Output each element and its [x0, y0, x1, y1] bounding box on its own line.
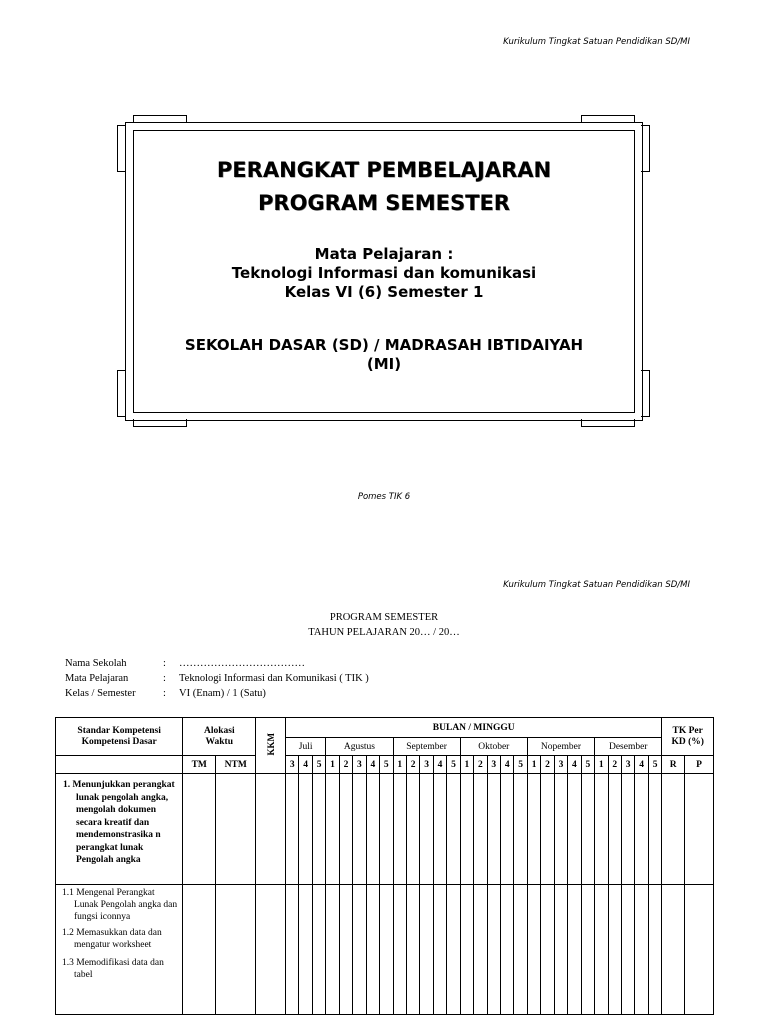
grid-cell [366, 774, 379, 885]
header-r: R [662, 756, 685, 774]
header-kkm [256, 718, 286, 774]
program-title [0, 610, 768, 640]
week-number: 5 [648, 756, 662, 774]
kd-number: 1.3 [62, 958, 74, 968]
header-tk-line-1: TK Per [672, 725, 703, 736]
week-number: 3 [621, 756, 634, 774]
subject-name: Teknologi Informasi dan komunikasi [231, 264, 537, 282]
week-number: 1 [460, 756, 473, 774]
header-alokasi-line-1: Alokasi [203, 725, 235, 736]
grid-cell [662, 774, 685, 885]
corner-ornament [133, 115, 187, 123]
info-row [65, 656, 369, 671]
grid-cell [621, 774, 634, 885]
page-footer: Pomes TIK 6 [357, 492, 411, 502]
week-number: 2 [541, 756, 554, 774]
week-number: 2 [608, 756, 621, 774]
week-number: 5 [312, 756, 325, 774]
grid-cell [393, 885, 406, 1015]
grid-cell [393, 774, 406, 885]
grid-cell [406, 885, 419, 1015]
grid-cell [581, 774, 594, 885]
header-empty-cell [56, 756, 183, 774]
grid-cell [568, 885, 581, 1015]
month-header: Desember [595, 738, 662, 756]
grid-cell [380, 774, 393, 885]
info-row [65, 671, 369, 686]
grid-cell [406, 774, 419, 885]
week-number: 2 [339, 756, 352, 774]
header-standar-kompetensi [56, 718, 183, 756]
program-info [65, 656, 369, 701]
grid-cell [554, 774, 567, 885]
corner-ornament [117, 125, 126, 172]
week-number: 1 [595, 756, 608, 774]
week-number: 3 [353, 756, 366, 774]
grid-cell [595, 885, 608, 1015]
week-number: 1 [527, 756, 540, 774]
grid-cell [286, 774, 299, 885]
corner-ornament [581, 115, 635, 123]
header-p: P [684, 756, 713, 774]
info-row [65, 686, 369, 701]
grid-cell [433, 774, 446, 885]
corner-ornament [117, 370, 126, 417]
info-value: VI (Enam) / 1 (Satu) [179, 688, 266, 699]
grid-cell [183, 774, 216, 885]
grid-cell [684, 885, 713, 1015]
cover-subject [135, 245, 633, 302]
sk-number-text: 1. Menunjukkan [63, 780, 131, 790]
week-number: 5 [447, 756, 460, 774]
cover-title-line-1: PERANGKAT PEMBELAJARAN [216, 158, 552, 182]
standar-kompetensi-text [63, 779, 178, 867]
grid-cell [366, 885, 379, 1015]
kompetensi-dasar-cell [56, 885, 183, 1015]
grid-cell [299, 885, 312, 1015]
info-label: Nama Sekolah [65, 658, 127, 669]
grid-cell [514, 885, 527, 1015]
school-line-1: SEKOLAH DASAR (SD) / MADRASAH IBTIDAIYAH [184, 336, 584, 354]
week-number: 4 [568, 756, 581, 774]
grid-cell [501, 885, 514, 1015]
grid-cell [648, 774, 662, 885]
corner-ornament [581, 419, 635, 427]
grid-cell [621, 885, 634, 1015]
grid-cell [527, 885, 540, 1015]
grid-cell [635, 885, 648, 1015]
week-number: 3 [286, 756, 299, 774]
header-standar-line-2: Kompetensi Dasar [81, 736, 157, 747]
class-semester: Kelas VI (6) Semester 1 [284, 283, 484, 301]
grid-cell [312, 885, 325, 1015]
info-value: ……………………………… [179, 658, 305, 669]
info-label: Kelas / Semester [65, 688, 136, 699]
corner-ornament [641, 125, 650, 172]
kd-item [60, 927, 180, 951]
info-colon: : [163, 673, 166, 684]
grid-cell [595, 774, 608, 885]
grid-cell [581, 885, 594, 1015]
corner-ornament [641, 370, 650, 417]
week-number: 5 [581, 756, 594, 774]
grid-cell [380, 885, 393, 1015]
grid-cell [608, 774, 621, 885]
grid-cell [554, 885, 567, 1015]
grid-cell [514, 774, 527, 885]
grid-cell [474, 774, 487, 885]
grid-cell [326, 774, 339, 885]
grid-cell [487, 774, 500, 885]
week-number: 3 [420, 756, 433, 774]
grid-cell [541, 774, 554, 885]
cover-title [135, 154, 633, 220]
sk-rest-text: perangkat lunak pengolah angka, mengolah dokumen secara kreatif dan mendemonstrasika n perangkat lunak Pengolah angka [76, 780, 175, 865]
grid-cell [684, 774, 713, 885]
header-ntm: NTM [216, 756, 256, 774]
cover-school [135, 336, 633, 374]
grid-cell [648, 885, 662, 1015]
week-number: 4 [433, 756, 446, 774]
header-row-weeks [56, 756, 714, 774]
corner-ornament [133, 419, 187, 427]
week-number: 1 [326, 756, 339, 774]
week-number: 3 [554, 756, 567, 774]
header-row-1 [56, 718, 714, 738]
grid-cell [256, 885, 286, 1015]
subject-label: Mata Pelajaran : [314, 245, 454, 263]
kd-text: Memodifikasi data dan tabel [74, 958, 164, 980]
week-number: 3 [487, 756, 500, 774]
grid-cell [447, 774, 460, 885]
week-number: 2 [474, 756, 487, 774]
grid-cell [286, 885, 299, 1015]
header-alokasi-waktu [183, 718, 256, 756]
month-header: Agustus [326, 738, 393, 756]
header-tk-line-2: KD (%) [671, 736, 704, 747]
kd-item [60, 887, 180, 923]
header-alokasi-line-2: Waktu [205, 736, 234, 747]
grid-cell [326, 885, 339, 1015]
week-number: 5 [514, 756, 527, 774]
grid-cell [312, 774, 325, 885]
grid-cell [635, 774, 648, 885]
kd-number: 1.1 [62, 888, 74, 898]
header-tm: TM [183, 756, 216, 774]
grid-cell [339, 774, 352, 885]
grid-cell [420, 885, 433, 1015]
grid-cell [256, 774, 286, 885]
info-colon: : [163, 658, 166, 669]
table-row-standar-kompetensi [56, 774, 714, 885]
header-bulan-minggu: BULAN / MINGGU [286, 718, 662, 738]
grid-cell [299, 774, 312, 885]
header-kkm-label: KKM [265, 732, 276, 756]
grid-cell [216, 774, 256, 885]
grid-cell [460, 774, 473, 885]
info-label: Mata Pelajaran [65, 673, 129, 684]
month-header: Juli [286, 738, 326, 756]
program-title-main: PROGRAM SEMESTER [329, 612, 439, 623]
week-number: 5 [380, 756, 393, 774]
grid-cell [353, 774, 366, 885]
grid-cell [183, 885, 216, 1015]
grid-cell [527, 774, 540, 885]
cover-title-line-2: PROGRAM SEMESTER [258, 191, 510, 215]
kd-text: Mengenal Perangkat Lunak Pengolah angka dan fungsi iconnya [74, 888, 178, 922]
curriculum-header: Kurikulum Tingkat Satuan Pendidikan SD/MI [503, 37, 690, 47]
week-number: 1 [393, 756, 406, 774]
kd-number: 1.2 [62, 928, 74, 938]
grid-cell [662, 885, 685, 1015]
table-row-kompetensi-dasar [56, 885, 714, 1015]
grid-cell [447, 885, 460, 1015]
grid-cell [568, 774, 581, 885]
standar-kompetensi-cell [56, 774, 183, 885]
grid-cell [608, 885, 621, 1015]
week-number: 2 [406, 756, 419, 774]
grid-cell [420, 774, 433, 885]
grid-cell [501, 774, 514, 885]
week-number: 4 [635, 756, 648, 774]
info-colon: : [163, 688, 166, 699]
grid-cell [460, 885, 473, 1015]
grid-cell [353, 885, 366, 1015]
month-header: September [393, 738, 460, 756]
header-tk-per-kd [662, 718, 714, 756]
kd-item [60, 957, 180, 981]
info-value: Teknologi Informasi dan Komunikasi ( TIK ) [179, 673, 369, 684]
program-year: TAHUN PELAJARAN 20… / 20… [308, 627, 460, 638]
grid-cell [487, 885, 500, 1015]
grid-cell [474, 885, 487, 1015]
week-number: 4 [299, 756, 312, 774]
curriculum-header: Kurikulum Tingkat Satuan Pendidikan SD/MI [503, 580, 690, 590]
grid-cell [216, 885, 256, 1015]
month-header: Nopember [527, 738, 594, 756]
month-header: Oktober [460, 738, 527, 756]
grid-cell [339, 885, 352, 1015]
header-standar-line-1: Standar Kompetensi [77, 725, 161, 736]
school-line-2: (MI) [366, 355, 402, 373]
week-number: 4 [501, 756, 514, 774]
kd-text: Memasukkan data dan mengatur worksheet [74, 928, 162, 950]
program-semester-table [55, 717, 714, 1015]
grid-cell [541, 885, 554, 1015]
week-number: 4 [366, 756, 379, 774]
grid-cell [433, 885, 446, 1015]
